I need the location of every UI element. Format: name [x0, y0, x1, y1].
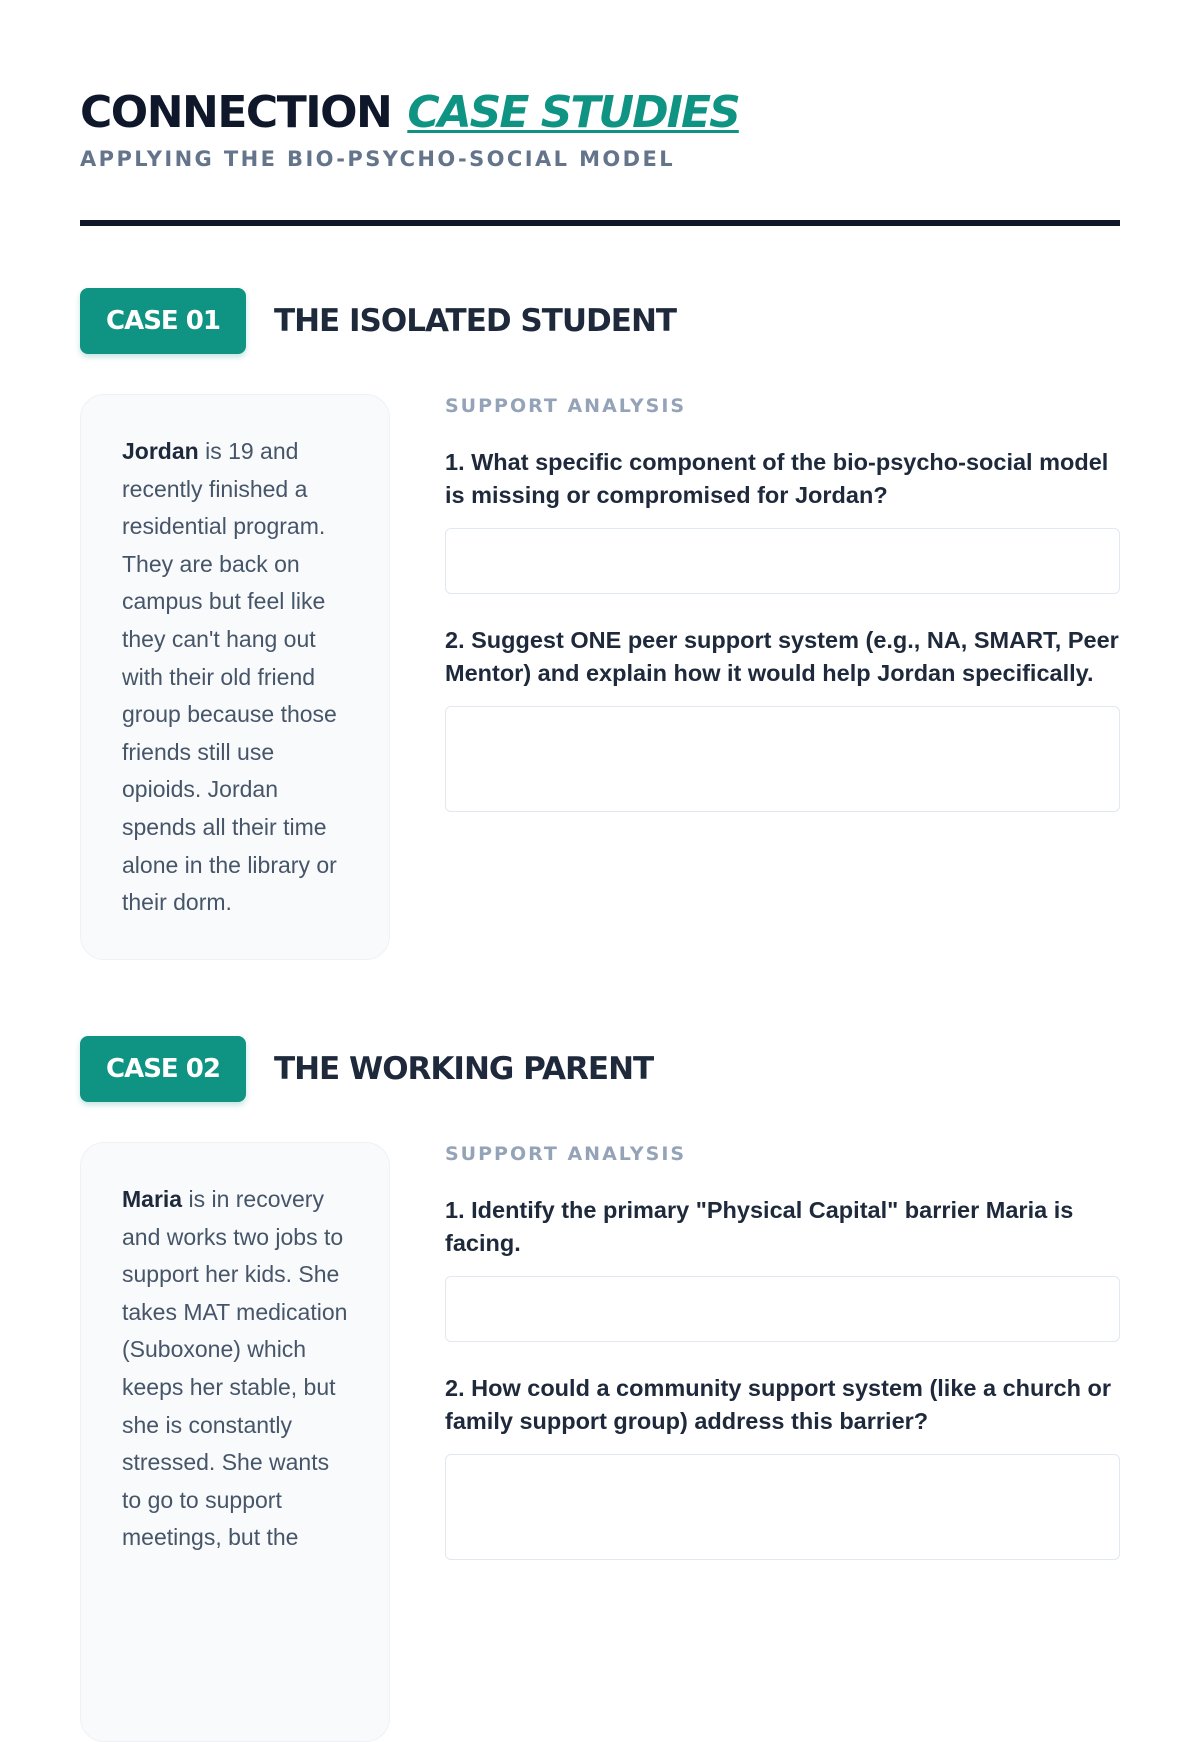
- case-title: THE ISOLATED STUDENT: [273, 303, 677, 339]
- case-study-1: [80, 288, 1120, 916]
- story-text: is 19 and recently finished a residential program. They are back on campus but feel like they can't hang out with their old friend group because those friends still use opioids. Jordan spends all their time alone in the library or their dorm.: [122, 438, 337, 916]
- case-header: [80, 1036, 1120, 1102]
- answer-field-1[interactable]: [445, 1276, 1120, 1342]
- case-header: [80, 288, 1120, 354]
- analysis-label: SUPPORT ANALYSIS: [445, 395, 687, 417]
- story-subject-name: Jordan: [122, 438, 199, 464]
- title-accent: CASE STUDIES: [407, 87, 739, 138]
- question-1: 1. What specific component of the bio-psycho-social model is missing or compromised for Jordan?: [445, 449, 1109, 508]
- support-analysis: [445, 1142, 1120, 1560]
- case-badge: CASE 02: [80, 1036, 246, 1102]
- title-main: CONNECTION: [80, 87, 392, 138]
- answer-field-1[interactable]: [445, 528, 1120, 594]
- support-analysis: [445, 394, 1120, 812]
- case-badge: CASE 01: [80, 288, 246, 354]
- case-story-card: [80, 394, 390, 960]
- answer-field-2[interactable]: [445, 1454, 1120, 1560]
- question-2: 2. Suggest ONE peer support system (e.g., NA, SMART, Peer Mentor) and explain how it would help Jordan specifically.: [445, 627, 1119, 686]
- answer-field-2[interactable]: [445, 706, 1120, 812]
- analysis-label: SUPPORT ANALYSIS: [445, 1143, 687, 1165]
- page-title: [80, 84, 1120, 142]
- story-subject-name: Maria: [122, 1186, 183, 1212]
- question-1: 1. Identify the primary "Physical Capital" barrier Maria is facing.: [445, 1197, 1074, 1256]
- case-story-card: [80, 1142, 390, 1742]
- case-study-2: [80, 1036, 1120, 1551]
- page-header: [80, 0, 1120, 172]
- worksheet-page: [80, 0, 1120, 1551]
- header-divider: [80, 220, 1120, 226]
- story-text: is in recovery and works two jobs to support her kids. She takes MAT medication (Suboxone) which keeps her stable, but she is constantly stressed. She wants to go to support meetings, but the: [122, 1186, 348, 1551]
- case-title: THE WORKING PARENT: [273, 1051, 654, 1087]
- page-subtitle: APPLYING THE BIO-PSYCHO-SOCIAL MODEL: [80, 147, 675, 171]
- question-2: 2. How could a community support system (like a church or family support group) address this barrier?: [445, 1375, 1111, 1434]
